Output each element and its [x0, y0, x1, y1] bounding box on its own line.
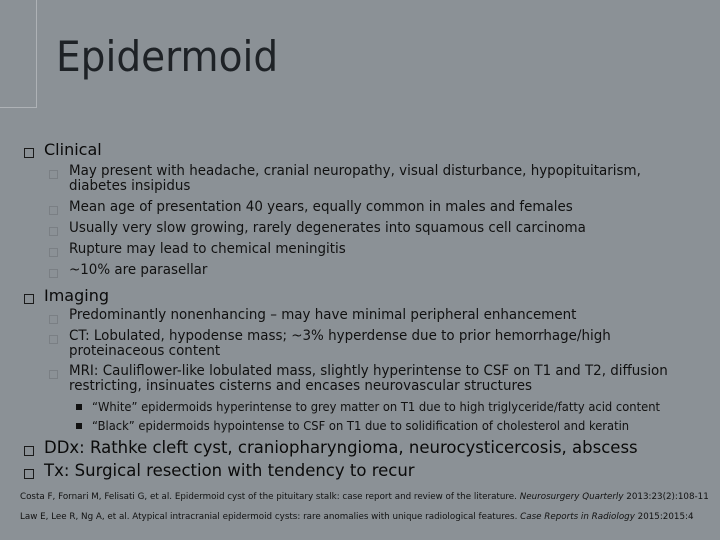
slide-title: Epidermoid [56, 32, 279, 81]
square-bullet-icon [49, 248, 58, 257]
bullet-text-continued: restricting, insinuates cisterns and encases neurovascular structures [69, 378, 532, 394]
bullet-text: May present with headache, cranial neuropathy, visual disturbance, hypopituitarism, [69, 163, 641, 179]
reference-citation: 2013:23(2):108-11 [623, 492, 709, 502]
square-bullet-icon [49, 170, 58, 179]
ddx-text: DDx: Rathke cleft cyst, craniopharyngioma, neurocysticercosis, abscess [44, 438, 638, 457]
reference-2 [20, 512, 694, 522]
square-bullet-icon [49, 269, 58, 278]
tx-text: Tx: Surgical resection with tendency to recur [44, 461, 415, 480]
bullet-text: ~10% are parasellar [69, 262, 208, 278]
square-bullet-icon [49, 315, 58, 324]
bullet-text-continued: diabetes insipidus [69, 178, 191, 194]
square-bullet-icon [24, 469, 34, 479]
square-bullet-icon [49, 335, 58, 344]
reference-1 [20, 492, 709, 502]
square-bullet-icon [24, 294, 34, 304]
square-bullet-icon [49, 227, 58, 236]
bullet-text: Rupture may lead to chemical meningitis [69, 241, 346, 257]
square-bullet-icon [24, 148, 34, 158]
square-bullet-icon [49, 206, 58, 215]
square-bullet-icon [76, 404, 82, 410]
bullet-text: Usually very slow growing, rarely degenerates into squamous cell carcinoma [69, 220, 586, 236]
square-bullet-icon [24, 446, 34, 456]
section-label: Clinical [44, 140, 102, 159]
reference-citation: 2015:2015:4 [634, 512, 694, 522]
reference-text: Costa F, Fornari M, Felisati G, et al. Epidermoid cyst of the pituitary stalk: case report and review of the literature. [20, 492, 520, 502]
bullet-text-continued: proteinaceous content [69, 343, 221, 359]
bullet-text: Predominantly nonenhancing – may have minimal peripheral enhancement [69, 307, 577, 323]
sub-bullet-text: “White” epidermoids hyperintense to grey matter on T1 due to high triglyceride/fatty acid content [92, 400, 661, 414]
reference-journal: Neurosurgery Quarterly [519, 492, 624, 502]
square-bullet-icon [49, 370, 58, 379]
sub-bullet-text: “Black” epidermoids hypointense to CSF on T1 due to solidification of cholesterol and keratin [92, 419, 630, 433]
reference-journal: Case Reports in Radiology [520, 512, 635, 522]
bullet-text: MRI: Cauliflower-like lobulated mass, slightly hyperintense to CSF on T1 and T2, diffusion [69, 363, 668, 379]
bullet-text: Mean age of presentation 40 years, equally common in males and females [69, 199, 573, 215]
square-bullet-icon [76, 423, 82, 429]
section-label: Imaging [44, 286, 110, 305]
bullet-text: CT: Lobulated, hypodense mass; ~3% hyperdense due to prior hemorrhage/high [69, 328, 611, 344]
reference-text: Law E, Lee R, Ng A, et al. Atypical intracranial epidermoid cysts: rare anomalies with unique radiological features. [20, 512, 521, 522]
